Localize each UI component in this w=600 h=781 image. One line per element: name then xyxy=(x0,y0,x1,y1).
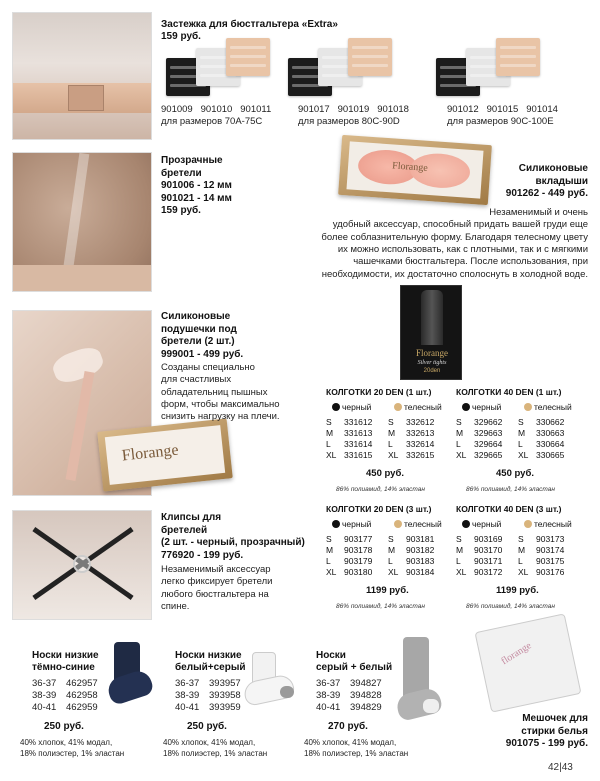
tights-size: L xyxy=(326,439,331,449)
tights-size: M xyxy=(456,545,464,555)
tights-den: 20den xyxy=(423,368,441,374)
bag-label: florange xyxy=(499,640,534,668)
tights-color-a: черный xyxy=(342,519,372,529)
tights-price: 1199 руб. xyxy=(366,585,409,596)
tights-size: M xyxy=(518,545,526,555)
clips-title: Клипсы для бретелей (2 шт. - черный, прозрачный) 776920 - 199 руб. xyxy=(161,512,305,561)
tights-table xyxy=(456,386,586,496)
tights-code: 330664 xyxy=(536,439,565,449)
tights-code: 330662 xyxy=(536,417,565,427)
sock-composition: 18% полиэстер, 1% эластан xyxy=(20,749,125,758)
clips-photo xyxy=(12,510,152,620)
tights-size: M xyxy=(456,428,464,438)
tights-code: 903184 xyxy=(406,567,435,577)
tights-code: 332612 xyxy=(406,417,435,427)
tights-size: XL xyxy=(326,450,337,460)
sock-composition: 40% хлопок, 41% модал, xyxy=(20,738,113,747)
strap-line xyxy=(63,153,90,273)
tights-code: 329662 xyxy=(474,417,503,427)
sock-navy-image xyxy=(102,640,154,710)
clip-icon xyxy=(73,555,91,573)
extender-codes-1: 901009 901010 901011 xyxy=(161,104,272,115)
sock-size: 36-37 xyxy=(316,678,341,689)
tights-sub: Silver tights xyxy=(417,360,447,366)
beige-dot-icon xyxy=(394,520,402,528)
sock-size: 40-41 xyxy=(175,702,200,713)
sock-title: тёмно-синие xyxy=(32,662,95,673)
sock-price: 250 руб. xyxy=(44,721,84,732)
sock-code: 462959 xyxy=(66,702,98,713)
tights-size: L xyxy=(456,439,461,449)
extender-sizes-1: для размеров 70А-75С xyxy=(161,116,263,127)
tights-code: 329665 xyxy=(474,450,503,460)
tights-package xyxy=(400,285,462,380)
tights-size: S xyxy=(388,534,394,544)
tights-size: XL xyxy=(388,450,399,460)
tights-size: L xyxy=(456,556,461,566)
extender-sizes-3: для размеров 90С-100Е xyxy=(447,116,554,127)
sock-size: 36-37 xyxy=(175,678,200,689)
tights-code: 332613 xyxy=(406,428,435,438)
tights-code: 903180 xyxy=(344,567,373,577)
straps-text: Прозрачные бретели 901006 - 12 мм 901021 - 14 мм 159 руб. xyxy=(161,155,232,216)
tights-table xyxy=(326,386,456,496)
bra-edge xyxy=(13,265,152,292)
tights-composition: 86% полиамид, 14% эластан xyxy=(466,486,555,493)
inserts-box-label: Florange xyxy=(391,160,429,174)
tights-color-b: телесный xyxy=(404,519,442,529)
tights-size: M xyxy=(326,428,334,438)
tights-color-b: телесный xyxy=(534,402,572,412)
tights-code: 331612 xyxy=(344,417,373,427)
tights-code: 903175 xyxy=(536,556,565,566)
sock-title: Носки низкие xyxy=(175,650,242,661)
tights-size: M xyxy=(388,428,396,438)
pad-shape xyxy=(50,343,107,386)
tights-size: M xyxy=(518,428,526,438)
sock-grey-image xyxy=(393,635,445,730)
tights-code: 329663 xyxy=(474,428,503,438)
inserts-title: Силиконовые вкладыши 901262 - 449 руб. xyxy=(505,163,588,199)
tights-price: 450 руб. xyxy=(496,468,534,479)
extender-swatch xyxy=(348,38,392,76)
black-dot-icon xyxy=(332,403,340,411)
sock-size: 40-41 xyxy=(32,702,57,713)
tights-code: 331613 xyxy=(344,428,373,438)
beige-dot-icon xyxy=(394,403,402,411)
tights-size: L xyxy=(326,556,331,566)
sock-code: 462957 xyxy=(66,678,98,689)
tights-size: S xyxy=(456,417,462,427)
tights-code: 903171 xyxy=(474,556,503,566)
tights-table xyxy=(326,503,456,613)
tights-code: 903183 xyxy=(406,556,435,566)
tights-code: 903178 xyxy=(344,545,373,555)
tights-color-b: телесный xyxy=(534,519,572,529)
tights-size: S xyxy=(326,417,332,427)
tights-size: L xyxy=(388,439,393,449)
tights-code: 903182 xyxy=(406,545,435,555)
tights-price: 1199 руб. xyxy=(496,585,539,596)
tights-code: 903173 xyxy=(536,534,565,544)
sock-code: 393959 xyxy=(209,702,241,713)
tights-composition: 86% полиамид, 14% эластан xyxy=(336,603,425,610)
black-dot-icon xyxy=(462,403,470,411)
sock-composition: 40% хлопок, 41% модал, xyxy=(304,738,397,747)
sock-code: 393958 xyxy=(209,690,241,701)
sock-code: 394829 xyxy=(350,702,382,713)
sock-size: 40-41 xyxy=(316,702,341,713)
sock-price: 270 руб. xyxy=(328,721,368,732)
tights-color-b: телесный xyxy=(404,402,442,412)
tights-size: S xyxy=(518,534,524,544)
tights-size: XL xyxy=(326,567,337,577)
tights-color-a: черный xyxy=(472,402,502,412)
tights-code: 903176 xyxy=(536,567,565,577)
tights-title: КОЛГОТКИ 20 DEN (1 шт.) xyxy=(326,387,432,397)
extender-sizes-2: для размеров 80С-90D xyxy=(298,116,400,127)
tights-color-a: черный xyxy=(342,402,372,412)
tights-table xyxy=(456,503,586,613)
pads-title: Силиконовые подушечки под бретели (2 шт.) 999001 - 499 руб. xyxy=(161,311,244,360)
clips-description: Незаменимый аксессуар легко фиксирует бретели любого бюстгальтера на спине. xyxy=(161,564,273,613)
sock-title: белый+серый xyxy=(175,662,246,673)
tights-legs xyxy=(421,290,443,345)
inserts-description: Незаменимый и очень удобный аксессуар, способный придать вашей груди еще более соблазнительную форму. Благодаря телесному цвету их можно использовать, как с плотными, так и с мягкими чашечками бюстгальтера. После использования, при необходимости, их достаточно сполоснуть в холодной воде. xyxy=(321,207,588,280)
extender-codes-2: 901017 901019 901018 xyxy=(298,104,409,115)
tights-code: 903174 xyxy=(536,545,565,555)
tights-code: 903181 xyxy=(406,534,435,544)
tights-size: S xyxy=(456,534,462,544)
tights-code: 903172 xyxy=(474,567,503,577)
sock-size: 38-39 xyxy=(316,690,341,701)
sock-code: 394828 xyxy=(350,690,382,701)
sock-size: 38-39 xyxy=(175,690,200,701)
black-dot-icon xyxy=(332,520,340,528)
tights-title: КОЛГОТКИ 20 DEN (3 шт.) xyxy=(326,504,432,514)
tights-size: XL xyxy=(456,567,467,577)
sock-code: 394827 xyxy=(350,678,382,689)
tights-size: S xyxy=(388,417,394,427)
extender-price: 159 руб. xyxy=(161,31,201,42)
tights-size: L xyxy=(518,556,523,566)
tights-code: 330665 xyxy=(536,450,565,460)
sock-title: Носки xyxy=(316,650,346,661)
sock-title: Носки низкие xyxy=(32,650,99,661)
tights-code: 903169 xyxy=(474,534,503,544)
bag-title: Мешочек для стирки белья 901075 - 199 руб. xyxy=(505,713,588,749)
sock-price: 250 руб. xyxy=(187,721,227,732)
tights-color-a: черный xyxy=(472,519,502,529)
tights-code: 329664 xyxy=(474,439,503,449)
sock-size: 36-37 xyxy=(32,678,57,689)
tights-code: 330663 xyxy=(536,428,565,438)
extender-swatch xyxy=(496,38,540,76)
tights-title: КОЛГОТКИ 40 DEN (3 шт.) xyxy=(456,504,562,514)
tights-brand: Florange xyxy=(416,348,448,358)
tights-code: 903177 xyxy=(344,534,373,544)
tights-size: XL xyxy=(518,450,529,460)
tights-composition: 86% полиамид, 14% эластан xyxy=(466,603,555,610)
tights-price: 450 руб. xyxy=(366,468,404,479)
sock-code: 462958 xyxy=(66,690,98,701)
tights-code: 332614 xyxy=(406,439,435,449)
pads-description: Созданы специально для счастливых обладательниц пышных форм, чтобы максимально снизить нагрузку на плечи. xyxy=(161,362,280,423)
sock-composition: 40% хлопок, 41% модал, xyxy=(163,738,256,747)
sock-white-image xyxy=(240,650,300,710)
tights-code: 332615 xyxy=(406,450,435,460)
sock-composition: 18% полиэстер, 1% эластан xyxy=(304,749,409,758)
bra-strap xyxy=(66,371,95,481)
tights-code: 331614 xyxy=(344,439,373,449)
tights-composition: 86% полиамид, 14% эластан xyxy=(336,486,425,493)
sock-size: 38-39 xyxy=(32,690,57,701)
tights-title: КОЛГОТКИ 40 DEN (1 шт.) xyxy=(456,387,562,397)
tights-size: L xyxy=(518,439,523,449)
tights-code: 903179 xyxy=(344,556,373,566)
extender-swatch xyxy=(226,38,270,76)
sock-composition: 18% полиэстер, 1% эластан xyxy=(163,749,268,758)
black-dot-icon xyxy=(462,520,470,528)
page-number: 42|43 xyxy=(548,762,573,773)
bra-hook xyxy=(68,85,104,111)
tights-size: S xyxy=(326,534,332,544)
pads-box xyxy=(97,418,233,491)
extender-photo xyxy=(12,12,152,140)
pads-box-label: Florange xyxy=(120,441,180,465)
tights-size: S xyxy=(518,417,524,427)
tights-size: XL xyxy=(518,567,529,577)
beige-dot-icon xyxy=(524,403,532,411)
tights-size: XL xyxy=(456,450,467,460)
beige-dot-icon xyxy=(524,520,532,528)
tights-size: M xyxy=(326,545,334,555)
tights-code: 331615 xyxy=(344,450,373,460)
tights-size: L xyxy=(388,556,393,566)
straps-photo xyxy=(12,152,152,292)
extender-title: Застежка для бюстгальтера «Extra» xyxy=(161,19,338,30)
extender-codes-3: 901012 901015 901014 xyxy=(447,104,558,115)
sock-code: 393957 xyxy=(209,678,241,689)
tights-size: M xyxy=(388,545,396,555)
tights-size: XL xyxy=(388,567,399,577)
tights-code: 903170 xyxy=(474,545,503,555)
laundry-bag-image xyxy=(474,613,581,712)
sock-title: серый + белый xyxy=(316,662,393,673)
